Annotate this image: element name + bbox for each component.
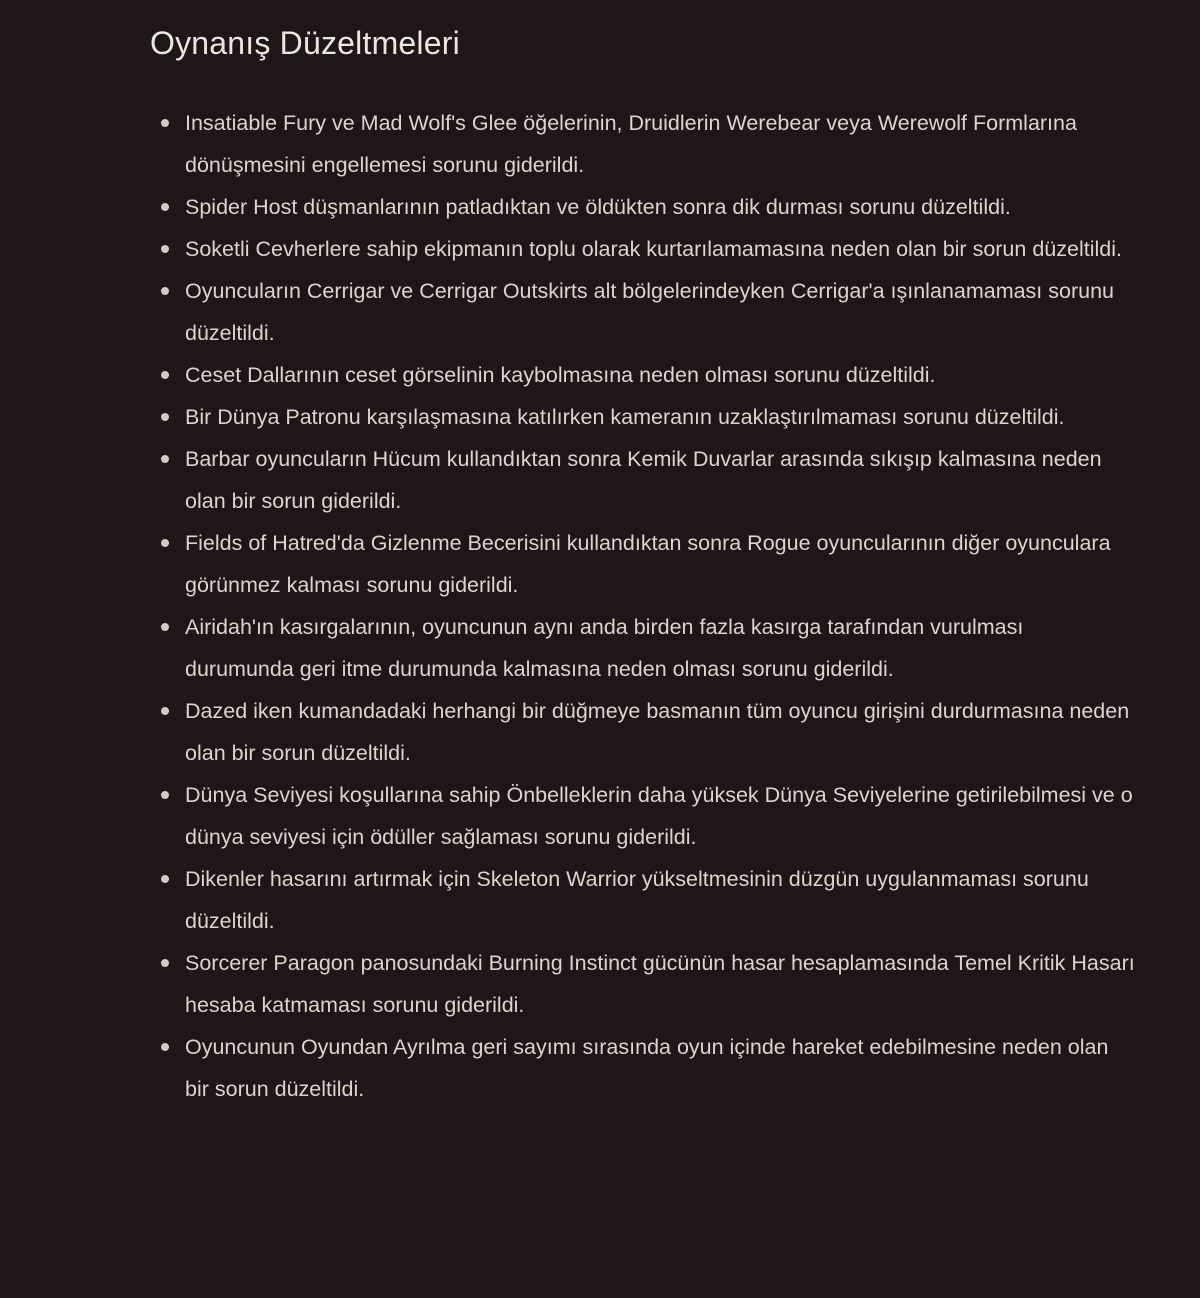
list-item: Sorcerer Paragon panosundaki Burning Instinct gücünün hasar hesaplamasında Temel Kritik Hasarı hesaba katmaması sorunu giderildi. (150, 942, 1135, 1026)
list-item: Dazed iken kumandadaki herhangi bir düğmeye basmanın tüm oyuncu girişini durdurmasına neden olan bir sorun düzeltildi. (150, 690, 1135, 774)
list-item: Soketli Cevherlere sahip ekipmanın toplu olarak kurtarılamamasına neden olan bir sorun düzeltildi. (150, 228, 1135, 270)
list-item: Oyuncuların Cerrigar ve Cerrigar Outskirts alt bölgelerindeyken Cerrigar'a ışınlanamaması sorunu düzeltildi. (150, 270, 1135, 354)
list-item: Fields of Hatred'da Gizlenme Becerisini kullandıktan sonra Rogue oyuncularının diğer oyunculara görünmez kalması sorunu giderildi. (150, 522, 1135, 606)
list-item: Ceset Dallarının ceset görselinin kaybolmasına neden olması sorunu düzeltildi. (150, 354, 1135, 396)
list-item: Insatiable Fury ve Mad Wolf's Glee öğelerinin, Druidlerin Werebear veya Werewolf Formlarına dönüşmesini engellemesi sorunu giderildi. (150, 102, 1135, 186)
list-item: Spider Host düşmanlarının patladıktan ve öldükten sonra dik durması sorunu düzeltildi. (150, 186, 1135, 228)
fix-list (150, 102, 1135, 1110)
list-item: Bir Dünya Patronu karşılaşmasına katılırken kameranın uzaklaştırılmaması sorunu düzeltildi. (150, 396, 1135, 438)
page-title: Oynanış Düzeltmeleri (150, 25, 460, 61)
list-item: Barbar oyuncuların Hücum kullandıktan sonra Kemik Duvarlar arasında sıkışıp kalmasına neden olan bir sorun giderildi. (150, 438, 1135, 522)
list-item: Dikenler hasarını artırmak için Skeleton Warrior yükseltmesinin düzgün uygulanmaması sorunu düzeltildi. (150, 858, 1135, 942)
list-item: Airidah'ın kasırgalarının, oyuncunun aynı anda birden fazla kasırga tarafından vurulması durumunda geri itme durumunda kalmasına neden olması sorunu giderildi. (150, 606, 1135, 690)
list-item: Oyuncunun Oyundan Ayrılma geri sayımı sırasında oyun içinde hareket edebilmesine neden olan bir sorun düzeltildi. (150, 1026, 1135, 1110)
list-item: Dünya Seviyesi koşullarına sahip Önbelleklerin daha yüksek Dünya Seviyelerine getirilebilmesi ve o dünya seviyesi için ödüller sağlaması sorunu giderildi. (150, 774, 1135, 858)
